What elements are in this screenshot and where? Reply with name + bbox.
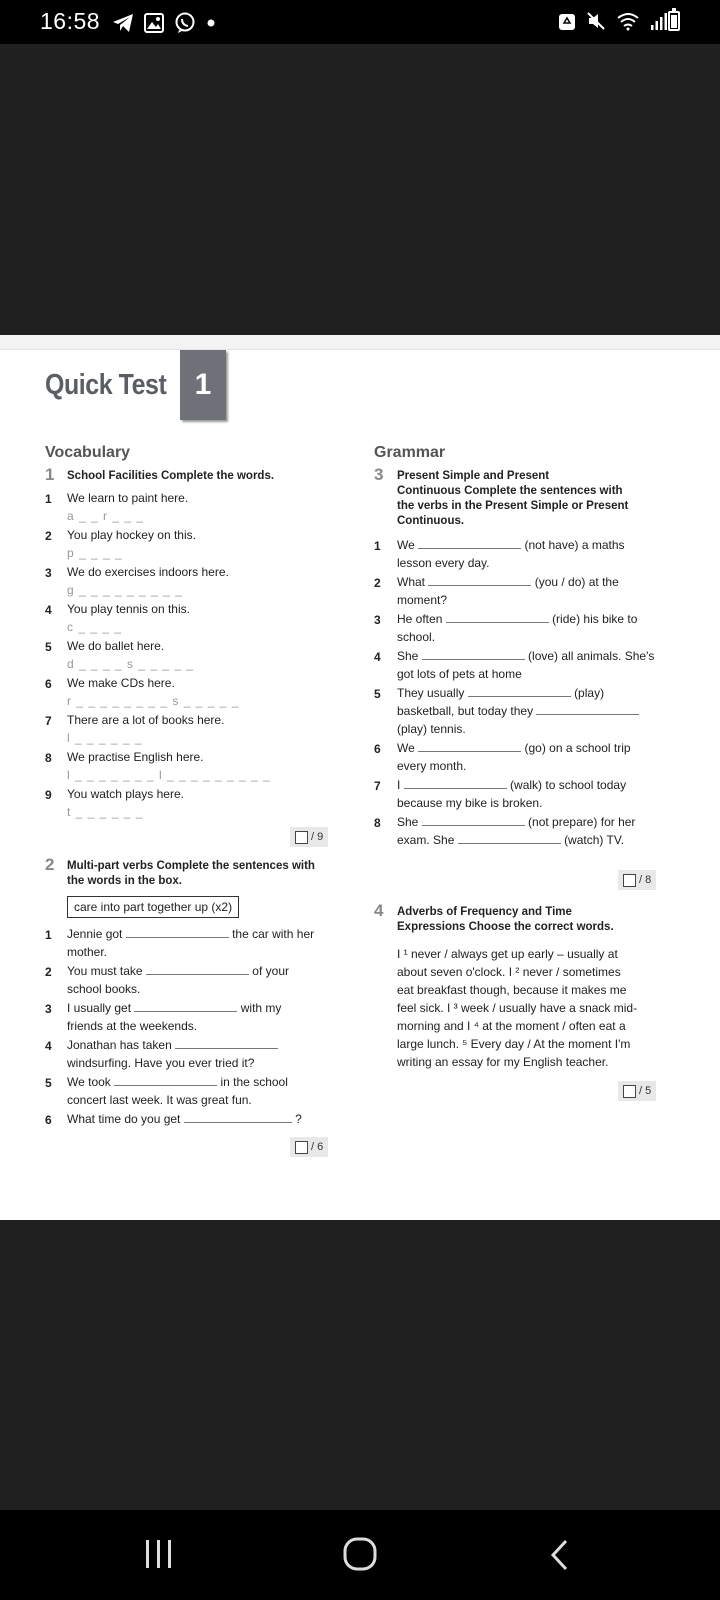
item-number: 3 [45,566,52,580]
item-text: You play hockey on this. [67,528,196,542]
score-box: / 5 [618,1081,656,1101]
item-text: There are a lot of books here. [67,713,225,727]
telegram-icon [112,13,134,33]
answer-blank[interactable] [126,925,229,938]
answer-blank[interactable] [422,813,525,826]
word-blank[interactable]: p _ _ _ _ [67,546,123,560]
viber-icon [174,12,196,34]
item-text: You watch plays here. [67,787,184,801]
checkbox-icon[interactable] [623,1085,636,1098]
navigation-bar [0,1510,720,1600]
grammar-title: Grammar [374,444,446,461]
exercise-heading: School Facilities Complete the words. [67,470,275,482]
word-blank[interactable]: c _ _ _ _ [67,620,123,634]
home-button[interactable] [342,1536,378,1572]
recycle-icon [558,11,576,31]
item-text: We do exercises indoors here. [67,565,229,579]
item-text: We practise English here. [67,750,204,764]
word-blank[interactable]: d _ _ _ _ s _ _ _ _ _ [67,657,195,671]
item-number: 8 [45,751,52,765]
answer-blank[interactable] [418,739,521,752]
score-box: / 9 [290,827,328,847]
signal-icon [650,11,668,31]
item-text: We do ballet here. [67,639,165,653]
answer-blank[interactable] [458,831,561,844]
item-number: 9 [45,788,52,802]
answer-blank[interactable] [134,999,237,1012]
answer-blank[interactable] [468,684,571,697]
exercise-number: 3 [374,465,384,484]
vocabulary-title: Vocabulary [45,444,131,461]
exercise-heading: the words in the box. [67,875,183,887]
answer-blank[interactable] [422,647,525,660]
exercise-heading: Continuous Complete the sentences with [397,485,623,497]
status-time: 16:58 [40,8,101,34]
item-number: 7 [45,714,52,728]
score-box: / 8 [618,870,656,890]
item-number: 5 [45,640,52,654]
item-number: 6 [45,677,52,691]
word-blank[interactable]: r _ _ _ _ _ _ _ _ s _ _ _ _ _ [67,694,240,708]
notification-dot-icon [206,18,216,28]
page-title: Quick Test [45,369,167,401]
battery-icon [668,11,680,31]
exercise-number: 4 [374,901,384,920]
answer-blank[interactable] [404,776,507,789]
answer-blank[interactable] [114,1073,217,1086]
exercise-heading: Multi-part verbs Complete the sentences with [67,860,315,872]
word-box: care into part together up (x2) [67,896,239,918]
checkbox-icon[interactable] [295,1141,308,1154]
test-number-badge: 1 [180,350,226,420]
gallery-icon [144,13,164,33]
item-number: 4 [45,603,52,617]
item-text: You play tennis on this. [67,602,190,616]
exercise-heading: Expressions Choose the correct words. [397,921,614,933]
answer-blank[interactable] [184,1110,292,1123]
item-text: We make CDs here. [67,676,175,690]
wifi-icon [616,11,640,31]
answer-blank[interactable] [428,573,531,586]
answer-blank[interactable] [146,962,249,975]
checkbox-icon[interactable] [623,874,636,887]
exercise-number: 1 [45,465,55,484]
exercise-heading: Adverbs of Frequency and Time [397,906,572,918]
exercise-heading: the verbs in the Present Simple or Present [397,500,629,512]
status-bar [0,0,720,44]
answer-blank[interactable] [175,1036,278,1049]
checkbox-icon[interactable] [295,831,308,844]
back-button[interactable] [548,1538,572,1572]
exercise-heading: Continuous. [397,515,465,527]
exercise-heading: Present Simple and Present [397,470,550,482]
item-number: 1 [45,492,52,506]
answer-blank[interactable] [418,536,521,549]
recent-apps-button[interactable] [142,1538,176,1570]
worksheet-page: Quick Test 1 Vocabulary 1 School Facilities Complete the words. 1 We learn to paint here. a _ _ r _ _ _ 2 You play hockey on this. p _ _ _ _ 3 We do exercises indoors here. g _ _ _ _ _ _ _ _ _ 4 You play tennis on this. c _ _ _ _ 5 We do ballet here. d _ _ _ _ s _ _ _ _ _ 6 We make CDs here. r _ _ _ _ _ _ _ _ s _ _ _ _ _ 7 There are a lot of books here. l _ _ _ _ _ _ 8 We practise English here. l _ _ _ _ _ _ _ l _ _ _ _ _ _ _ _ _ 9 You watch plays here. t _ _ _ _ _ _ / 9 2 Multi-part verbs Complete the sentences with the words in the box. care into part together up (x2) 1 Jennie got the car with her mother. 2 You must take of your school books. 3 I usually get with my friends at the weekends. 4 Jonathan has taken windsurfing. Have you ever tried it? 5 We took in the school concert last week. It was great fun. 6 What time do you get ? / 6 Grammar 3 Present Simple and Present Continuous Complete the sentences with the verbs in the Present Simple or Present Continuous. 1 We (not have) a maths lesson every day. 2 What (you / do) at the moment? 3 He often (ride) his bike to school. 4 She (love) all animals. She's got lots of pets at home 5 They usually (play) basketball, but today they (play) tennis. 6 We (go) on a school trip every month. 7 I (walk) to school today because my bike is broken. 8 She (not prepare) for her exam. She (watch) TV. / 8 4 Adverbs of Frequency and Time Expressions Choose the correct words. I ¹ never / always get up early – usually at about seven o'clock. I ² never / sometimes eat breakfast though, because it makes me feel sick. I ³ week / usually have a snack mid- morning and I ⁴ at the moment / often eat a large lunch. ⁵ Every day / At the moment I'm writing an essay for my English teacher. / 5 [0,335,720,1220]
answer-blank[interactable] [446,610,549,623]
item-number: 2 [45,529,52,543]
exercise-number: 2 [45,855,55,874]
word-blank[interactable]: l _ _ _ _ _ _ [67,731,143,745]
word-blank[interactable]: l _ _ _ _ _ _ _ l _ _ _ _ _ _ _ _ _ [67,768,271,782]
word-blank[interactable]: t _ _ _ _ _ _ [67,805,144,819]
mute-icon [586,11,606,31]
item-text: We learn to paint here. [67,491,189,505]
word-blank[interactable]: a _ _ r _ _ _ [67,509,145,523]
word-blank[interactable]: g _ _ _ _ _ _ _ _ _ [67,583,183,597]
score-box: / 6 [290,1137,328,1157]
answer-blank[interactable] [536,702,639,715]
